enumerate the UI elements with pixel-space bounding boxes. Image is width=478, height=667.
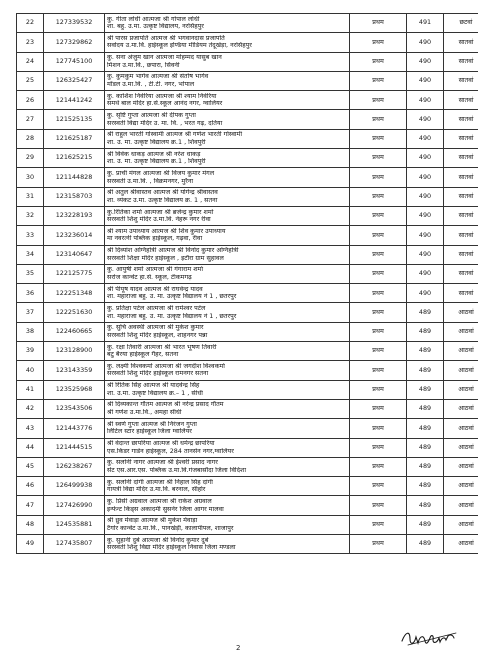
student-details-cell (105, 14, 350, 33)
school-name-line: शा. उ. मा. उत्कृष्ट विद्यालय क्र.1 , शिवपुरी (107, 138, 206, 146)
school-name-line: शा. महाराजा बहु. उ. मा. उत्कृष्ट विद्यालय नं 1 , छतरपुर (107, 293, 237, 301)
student-name-line: कु. सलोनी नागर आत्मजा श्री ईश्वरी प्रसाद नागर (107, 459, 218, 467)
merit-list-table (16, 13, 478, 554)
rank-cell: सातवां (444, 264, 478, 283)
serial-number-cell: 35 (17, 264, 44, 283)
division-cell: प्रथम (350, 515, 407, 534)
student-name-line: श्री पारस प्रजापति आत्मज श्री भगवानदास प्रजापति (107, 34, 225, 42)
rank-cell: आठवां (444, 457, 478, 476)
student-name-line: श्री श्याम उपाध्याय आत्मज श्री शिव कुमार उपाध्याय (107, 227, 226, 235)
roll-number-cell: 123158703 (44, 187, 105, 206)
table-row (17, 264, 478, 283)
student-name-line: श्री स्वर्ण गुप्ता आत्मज श्री निरंजन गुप्ता (107, 420, 197, 428)
student-name-line: श्री पीयूष यादव आत्मज श्री राघवेन्द्र यादव (107, 285, 203, 293)
serial-number-cell: 34 (17, 245, 44, 264)
serial-number-cell: 27 (17, 110, 44, 129)
division-cell: प्रथम (350, 361, 407, 380)
student-name-line: कु. प्रतिक्षा पटेल आत्मजा श्री रामेश्वर पटेल (107, 305, 206, 312)
school-name-line: सरस्वती शिक्षा मंदिर हाईस्कूल , इटौरा ग्राम सुहावल (107, 254, 224, 262)
table-row (17, 284, 478, 303)
school-name-line: शा. उ.मा. उत्कृष्ट विद्यालय क्र.– 1 , सीधी (107, 389, 203, 397)
table-row (17, 71, 478, 90)
marks-cell: 489 (407, 322, 444, 341)
student-details-cell (105, 477, 350, 496)
marks-cell: 490 (407, 71, 444, 90)
roll-number-cell: 127329862 (44, 33, 105, 52)
division-cell: प्रथम (350, 342, 407, 361)
serial-number-cell: 42 (17, 399, 44, 418)
serial-number-cell: 28 (17, 129, 44, 148)
rank-cell: सातवां (444, 168, 478, 187)
student-name-line: कु. सलोनी दांगी आत्मजा श्री निहाल सिंह दांगी (107, 478, 213, 486)
marks-cell: 490 (407, 168, 444, 187)
division-cell: प्रथम (350, 187, 407, 206)
marks-cell: 489 (407, 342, 444, 361)
school-name-line: समर्थ बाल मंदिर हा.से.स्कूल आनंद नगर, ग्वालियर (107, 100, 223, 108)
division-cell: प्रथम (350, 110, 407, 129)
division-cell: प्रथम (350, 496, 407, 515)
student-name-line: श्री रितिक सिंह आत्मज श्री यादवेन्द्र सिंह (107, 382, 200, 390)
marks-cell: 489 (407, 399, 444, 418)
serial-number-cell: 45 (17, 457, 44, 476)
student-details-cell (105, 303, 350, 322)
student-name-line: कु. काशिश निवेरिया आत्मजा श्री श्याम निवेरिया (107, 92, 217, 100)
marks-cell: 489 (407, 419, 444, 438)
marks-cell: 490 (407, 110, 444, 129)
table-row (17, 303, 478, 322)
division-cell: प्रथम (350, 399, 407, 418)
school-name-line: सरस्वती शिशु मंदिर हाईस्कूल, शाहनगर पन्ना (107, 331, 208, 339)
marks-cell: 489 (407, 457, 444, 476)
rank-cell: आठवां (444, 342, 478, 361)
roll-number-cell: 121444515 (44, 438, 105, 457)
student-details-cell (105, 52, 350, 71)
student-details-cell (105, 361, 350, 380)
marks-cell: 489 (407, 303, 444, 322)
rank-cell: छटवां (444, 14, 478, 33)
division-cell: प्रथम (350, 322, 407, 341)
student-details-cell (105, 535, 350, 554)
school-name-line: शा. उ. मा. उत्कृष्ट विद्यालय क्र.1 , शिवपुरी (107, 158, 206, 166)
table-row (17, 515, 478, 534)
roll-number-cell: 122125775 (44, 264, 105, 283)
division-cell: प्रथम (350, 226, 407, 245)
roll-number-cell: 127339532 (44, 14, 105, 33)
student-details-cell (105, 322, 350, 341)
roll-number-cell: 127745100 (44, 52, 105, 71)
school-name-line: बटु बैरया हाईस्कूल गैहर, सतना (107, 351, 179, 359)
student-details-cell (105, 129, 350, 148)
division-cell: प्रथम (350, 419, 407, 438)
student-name-line: श्री दिव्यांश अग्निहोत्री आत्मज श्री विनोद कुमार अग्निहोत्री (107, 247, 239, 255)
division-cell: प्रथम (350, 14, 407, 33)
division-cell: प्रथम (350, 91, 407, 110)
division-cell: प्रथम (350, 71, 407, 90)
division-cell: प्रथम (350, 438, 407, 457)
student-details-cell (105, 33, 350, 52)
student-name-line: कु. सुचि अवस्थी आत्मजा श्री मुकेश कुमार (107, 324, 204, 332)
division-cell: प्रथम (350, 168, 407, 187)
division-cell: प्रथम (350, 380, 407, 399)
student-details-cell (105, 245, 350, 264)
serial-number-cell: 24 (17, 52, 44, 71)
marks-cell: 490 (407, 187, 444, 206)
rank-cell: आठवां (444, 380, 478, 399)
table-row (17, 168, 478, 187)
rank-cell: आठवां (444, 438, 478, 457)
student-name-line: कु. गीता लोधी आत्मजा श्री गोपाल लोधी (107, 15, 200, 23)
marks-cell: 490 (407, 52, 444, 71)
division-cell: प्रथम (350, 457, 407, 476)
division-cell: प्रथम (350, 129, 407, 148)
school-name-line: शा. बहु. उ.मा. उत्कृष्ट विद्यालय, नरसिंहपुर (107, 23, 204, 31)
roll-number-cell: 126499938 (44, 477, 105, 496)
roll-number-cell: 121525135 (44, 110, 105, 129)
student-name-line: कु. आयुषी शर्मा आत्मजा श्री गंगाराम शर्मा (107, 266, 204, 274)
student-name-line: कु.रितिका शर्मा आत्मजा श्री ब्रजेन्द्र कुमार शर्मा (107, 208, 214, 216)
school-name-line: इन्फेन्ट किड्स अकादमी सुसनेर जिला आगर मालवा (107, 505, 224, 513)
table-row (17, 342, 478, 361)
rank-cell: सातवां (444, 206, 478, 225)
serial-number-cell: 49 (17, 535, 44, 554)
student-name-line: श्री राहुल भारती गोस्वामी आत्मज श्री गणेश भारती गोस्वामी (107, 131, 243, 139)
table-row (17, 535, 478, 554)
student-name-line: श्री विवेक धाकड़ आत्मज श्री नरेश धाकड़ (107, 150, 201, 158)
serial-number-cell: 47 (17, 496, 44, 515)
rank-cell: सातवां (444, 52, 478, 71)
student-details-cell (105, 342, 350, 361)
rank-cell: आठवां (444, 515, 478, 534)
serial-number-cell: 48 (17, 515, 44, 534)
student-name-line: कु. प्राची मंगल आत्मजा श्री विजय कुमार मंगल (107, 169, 215, 177)
school-name-line: टैगोर कान्वेंट उ.मा.वि., पानखेड़ी, कालापीपल, शाजापुर (107, 524, 234, 532)
school-name-line: सरस्वती उ.मा.वि. , विक्रमनगर, मुरैना (107, 177, 194, 185)
marks-cell: 490 (407, 264, 444, 283)
student-details-cell (105, 226, 350, 245)
roll-number-cell: 121443776 (44, 419, 105, 438)
table-row (17, 33, 478, 52)
table-row (17, 187, 478, 206)
student-details-cell (105, 496, 350, 515)
student-details-cell (105, 149, 350, 168)
student-name-line: कु. रक्षा तिवारी आत्मजा श्री भारत भूषण तिवारी (107, 343, 217, 351)
table-row (17, 206, 478, 225)
table-row (17, 457, 478, 476)
student-details-cell (105, 438, 350, 457)
serial-number-cell: 36 (17, 284, 44, 303)
serial-number-cell: 30 (17, 168, 44, 187)
student-name-line: श्री दिव्यकान्त गौतम आत्मज श्री नरेन्द्र प्रसाद गौतम (107, 401, 224, 409)
student-name-line: श्री वेदान्त छापरिया आत्मज श्री धर्मेन्द्र छापरिया (107, 440, 215, 448)
student-details-cell (105, 419, 350, 438)
table-row (17, 110, 478, 129)
roll-number-cell: 123143359 (44, 361, 105, 380)
marks-cell: 490 (407, 129, 444, 148)
roll-number-cell: 121625187 (44, 129, 105, 148)
student-details-cell (105, 399, 350, 418)
marks-cell: 489 (407, 438, 444, 457)
division-cell: प्रथम (350, 303, 407, 322)
marks-cell: 490 (407, 284, 444, 303)
student-details-cell (105, 168, 350, 187)
rank-cell: आठवां (444, 361, 478, 380)
division-cell: प्रथम (350, 535, 407, 554)
roll-number-cell: 127426990 (44, 496, 105, 515)
table-row (17, 322, 478, 341)
serial-number-cell: 31 (17, 187, 44, 206)
roll-number-cell: 124535881 (44, 515, 105, 534)
student-name-line: कु. सुहानी दुबे आत्मजा श्री विनोद कुमार दुबे (107, 536, 209, 544)
student-details-cell (105, 264, 350, 283)
serial-number-cell: 23 (17, 33, 44, 52)
serial-number-cell: 29 (17, 149, 44, 168)
marks-cell: 489 (407, 380, 444, 399)
roll-number-cell: 123236014 (44, 226, 105, 245)
roll-number-cell: 121625215 (44, 149, 105, 168)
serial-number-cell: 39 (17, 342, 44, 361)
student-name-line: कु. सृष्टि गुप्ता आत्मजा श्री दीपक गुप्ता (107, 112, 196, 120)
table-row (17, 419, 478, 438)
student-name-line: कु. प्रिंसी अग्रवाल आत्मजा श्री राकेश अग्रवाल (107, 497, 212, 505)
table-row (17, 361, 478, 380)
table-row (17, 438, 478, 457)
rank-cell: आठवां (444, 535, 478, 554)
page-number: 2 (236, 644, 241, 652)
marks-cell: 489 (407, 535, 444, 554)
rank-cell: सातवां (444, 33, 478, 52)
table-row (17, 226, 478, 245)
roll-number-cell: 122251348 (44, 284, 105, 303)
marks-cell: 490 (407, 226, 444, 245)
marks-cell: 490 (407, 91, 444, 110)
serial-number-cell: 43 (17, 419, 44, 438)
merit-list-body (17, 14, 478, 554)
table-row (17, 245, 478, 264)
school-name-line: श्री गणेश उ.मा.वि., अमहा सीधी (107, 409, 182, 417)
rank-cell: सातवां (444, 149, 478, 168)
serial-number-cell: 26 (17, 91, 44, 110)
table-row (17, 477, 478, 496)
student-name-line: कु. लक्ष्मी विश्वकर्मा आत्मजा श्री जगदीश विश्वकर्मा (107, 362, 225, 370)
school-name-line: सरोज कान्वेंट हा.से. स्कूल, टीकमगढ़ (107, 274, 192, 281)
marks-cell: 491 (407, 14, 444, 33)
rank-cell: सातवां (444, 245, 478, 264)
marks-cell: 490 (407, 33, 444, 52)
student-details-cell (105, 515, 350, 534)
school-name-line: एस.किडर गार्डन हाईस्कूल, 284 तानसेन नगर,ग्वालियर (107, 447, 234, 455)
table-row (17, 129, 478, 148)
roll-number-cell: 127435807 (44, 535, 105, 554)
division-cell: प्रथम (350, 245, 407, 264)
rank-cell: सातवां (444, 187, 478, 206)
roll-number-cell: 126238267 (44, 457, 105, 476)
student-name-line: श्री अतुल श्रीवास्तव आत्मज श्री योगेन्द्र श्रीवास्तव (107, 189, 218, 197)
marks-cell: 489 (407, 496, 444, 515)
table-row (17, 91, 478, 110)
rank-cell: आठवां (444, 303, 478, 322)
serial-number-cell: 44 (17, 438, 44, 457)
table-row (17, 52, 478, 71)
school-name-line: मा नवरत्नी पब्लिक हाईस्कूल, गढ़वा, रीवा (107, 235, 203, 243)
rank-cell: आठवां (444, 399, 478, 418)
roll-number-cell: 123228193 (44, 206, 105, 225)
signature-image (398, 625, 462, 649)
rank-cell: आठवां (444, 322, 478, 341)
division-cell: प्रथम (350, 149, 407, 168)
serial-number-cell: 25 (17, 71, 44, 90)
roll-number-cell: 123128900 (44, 342, 105, 361)
table-row (17, 380, 478, 399)
roll-number-cell: 123525968 (44, 380, 105, 399)
rank-cell: सातवां (444, 91, 478, 110)
school-name-line: मॉडल उ.मा.वि. , टी.टी. नगर, भोपाल (107, 81, 195, 89)
table-row (17, 149, 478, 168)
school-name-line: सरस्वती शिशु विद्या मंदिर हाईस्कूल निवास जिला मण्डला (107, 544, 236, 552)
school-name-line: सर्वोदय उ.मा.वि. हाईस्कूल इण्डिया मीडियम तेंदूखेड़ा, नरसिंहपुर (107, 42, 252, 50)
student-name-line: कु. कुमकुम भार्गव आत्मजा श्री संतोष भार्गव (107, 73, 209, 81)
serial-number-cell: 40 (17, 361, 44, 380)
rank-cell: सातवां (444, 284, 478, 303)
serial-number-cell: 33 (17, 226, 44, 245)
school-name-line: लिटिल स्टार हाईस्कूल जिला ग्वालियर (107, 428, 192, 436)
student-details-cell (105, 457, 350, 476)
rank-cell: आठवां (444, 477, 478, 496)
serial-number-cell: 22 (17, 14, 44, 33)
serial-number-cell: 41 (17, 380, 44, 399)
student-details-cell (105, 380, 350, 399)
division-cell: प्रथम (350, 33, 407, 52)
student-name-line: श्री ध्रुव मेवाड़ा आत्मज श्री मुकेश मेवाड़ा (107, 517, 198, 525)
student-details-cell (105, 206, 350, 225)
rank-cell: सातवां (444, 110, 478, 129)
serial-number-cell: 32 (17, 206, 44, 225)
school-name-line: सेंट एस.आर.एस. पब्लिक उ.मा.वि.गंजबासौदा जिला विदिशा (107, 466, 246, 474)
rank-cell: आठवां (444, 496, 478, 515)
student-details-cell (105, 187, 350, 206)
rank-cell: सातवां (444, 129, 478, 148)
serial-number-cell: 46 (17, 477, 44, 496)
school-name-line: सरस्वती शिशु मंदिर हाईस्कूल रामनगर सतना (107, 370, 209, 378)
rank-cell: सातवां (444, 71, 478, 90)
table-row (17, 496, 478, 515)
roll-number-cell: 122251630 (44, 303, 105, 322)
roll-number-cell: 122460665 (44, 322, 105, 341)
table-row (17, 14, 478, 33)
student-details-cell (105, 91, 350, 110)
school-name-line: शा. महाराजा बहु. उ. मा. उत्कृष्ट विद्यालय नं 1 , छतरपुर (107, 312, 237, 320)
serial-number-cell: 37 (17, 303, 44, 322)
school-name-line: मिशन उ.मा.वि., छपारा, सिवनी (107, 61, 180, 69)
marks-cell: 490 (407, 206, 444, 225)
marks-cell: 489 (407, 477, 444, 496)
roll-number-cell: 123543506 (44, 399, 105, 418)
school-name-line: सरस्वती शिशु मंदिर उ.मा.वि. नेहरू नगर रीवा (107, 216, 211, 224)
roll-number-cell: 121441242 (44, 91, 105, 110)
rank-cell: आठवां (444, 419, 478, 438)
marks-cell: 489 (407, 515, 444, 534)
roll-number-cell: 123140647 (44, 245, 105, 264)
school-name-line: सरस्वती विद्या मंदिर उ. मा. वि. , भरत गढ़, दतिया (107, 119, 223, 127)
division-cell: प्रथम (350, 477, 407, 496)
student-details-cell (105, 284, 350, 303)
student-details-cell (105, 110, 350, 129)
roll-number-cell: 126325427 (44, 71, 105, 90)
marks-cell: 490 (407, 149, 444, 168)
school-name-line: गायत्री विद्या मंदिर उ.मा.वि. बरनाल, सीहोर (107, 486, 206, 494)
table-row (17, 399, 478, 418)
division-cell: प्रथम (350, 284, 407, 303)
serial-number-cell: 38 (17, 322, 44, 341)
division-cell: प्रथम (350, 264, 407, 283)
rank-cell: सातवां (444, 226, 478, 245)
student-details-cell (105, 71, 350, 90)
division-cell: प्रथम (350, 52, 407, 71)
roll-number-cell: 121144828 (44, 168, 105, 187)
school-name-line: शा. व्यंकट उ.मा. उत्कृष्ट विद्यालय क्र. 1 , सतना (107, 196, 218, 204)
marks-cell: 490 (407, 245, 444, 264)
marks-cell: 489 (407, 361, 444, 380)
division-cell: प्रथम (350, 206, 407, 225)
student-name-line: कु. सना अंजुम खान आत्मजा मोहम्मद यासुब खान (107, 54, 222, 62)
